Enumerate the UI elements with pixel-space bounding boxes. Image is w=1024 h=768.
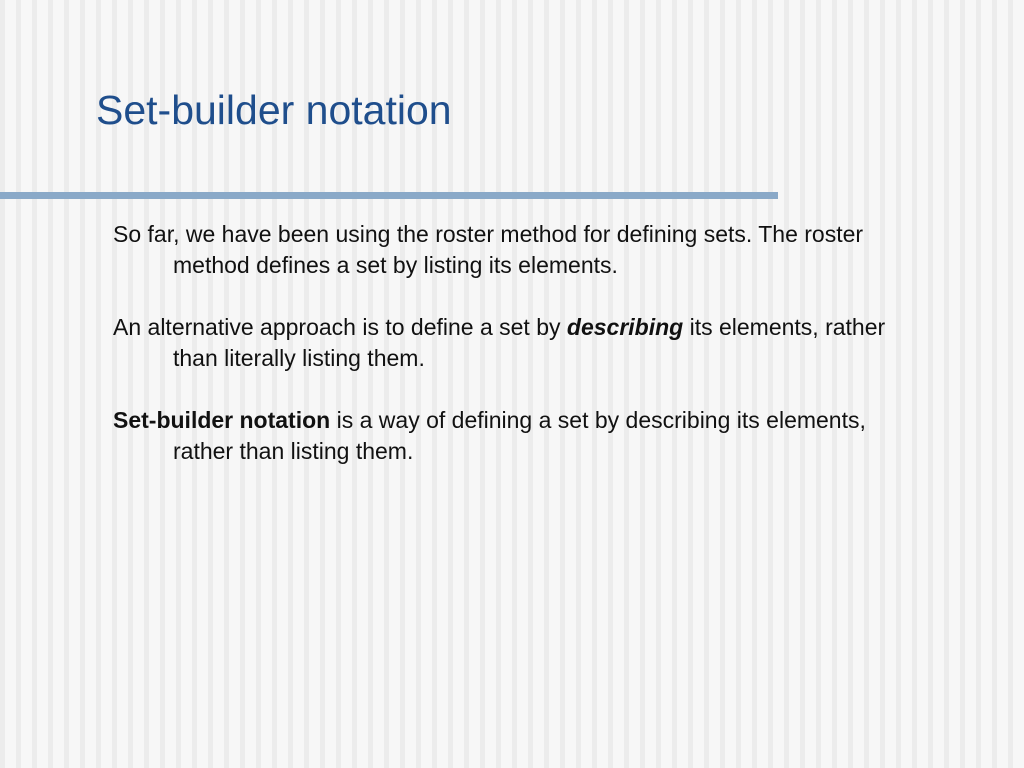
paragraph-text-after: its elements, rather than literally listing them.: [173, 314, 886, 371]
paragraph-text: So far, we have been using the roster method for defining sets. The roster method defines a set by listing its elements.: [113, 221, 864, 278]
paragraph-alternative-approach: [113, 312, 903, 374]
title-divider: [0, 192, 778, 199]
term-set-builder-notation: Set-builder notation: [113, 407, 331, 433]
slide-body: [113, 219, 903, 467]
slide-title: Set-builder notation: [96, 87, 452, 133]
emphasis-describing: describing: [566, 314, 684, 340]
paragraph-text-after: is a way of defining a set by describing its elements, rather than listing them.: [173, 407, 866, 464]
paragraph-text-before: An alternative approach is to define a set by: [113, 314, 567, 340]
paragraph-set-builder-definition: [113, 405, 903, 467]
paragraph-roster-method: [113, 219, 903, 281]
